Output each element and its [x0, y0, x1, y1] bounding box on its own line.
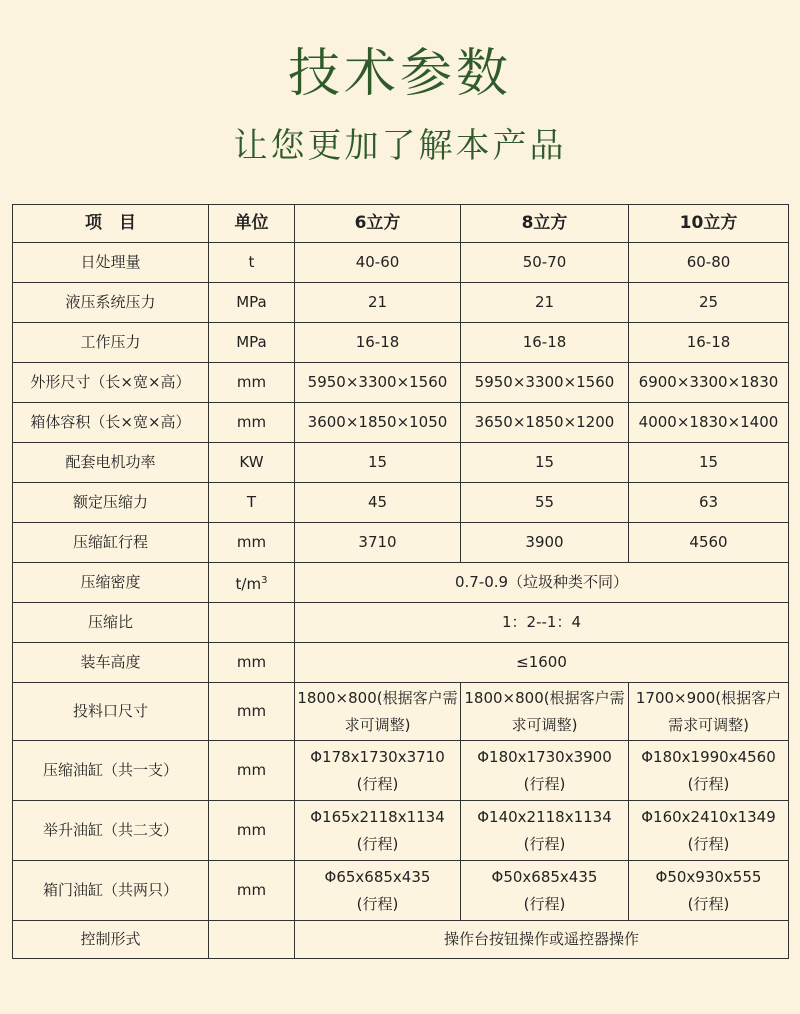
- unit-superscript: 3: [261, 575, 268, 586]
- row-value-6m3: 40-60: [295, 243, 461, 283]
- table-row: [13, 443, 789, 483]
- row-item: 装车高度: [13, 643, 209, 683]
- cylinder-spec: Φ50x930x555: [655, 867, 762, 886]
- row-item: 外形尺寸（长×宽×高）: [13, 363, 209, 403]
- row-value-8m3: [461, 861, 629, 921]
- header-8m3: 8立方: [461, 205, 629, 243]
- row-unit: MPa: [209, 283, 295, 323]
- stroke-note: (行程): [687, 774, 730, 793]
- table-row: [13, 683, 789, 741]
- row-value-10m3: 25: [629, 283, 789, 323]
- row-value-8m3: 15: [461, 443, 629, 483]
- row-item: 日处理量: [13, 243, 209, 283]
- row-unit: mm: [209, 643, 295, 683]
- row-merged-value: 0.7-0.9（垃圾种类不同）: [295, 563, 789, 603]
- cylinder-spec: Φ180x1990x4560: [641, 747, 776, 766]
- row-value-8m3: 55: [461, 483, 629, 523]
- row-item: 压缩比: [13, 603, 209, 643]
- spec-table: [12, 204, 789, 959]
- table-row: [13, 801, 789, 861]
- cylinder-spec: Φ165x2118x1134: [310, 807, 445, 826]
- row-value-6m3: 45: [295, 483, 461, 523]
- row-unit: mm: [209, 801, 295, 861]
- row-value-6m3: 16-18: [295, 323, 461, 363]
- cylinder-spec: Φ160x2410x1349: [641, 807, 776, 826]
- cylinder-spec: Φ140x2118x1134: [477, 807, 612, 826]
- row-value-6m3: 1800×800(根据客户需求可调整): [295, 683, 461, 741]
- cylinder-spec: Φ50x685x435: [491, 867, 598, 886]
- cylinder-spec: Φ180x1730x3900: [477, 747, 612, 766]
- row-value-8m3: 3900: [461, 523, 629, 563]
- row-unit: T: [209, 483, 295, 523]
- table-row: [13, 861, 789, 921]
- table-row: [13, 283, 789, 323]
- row-value-6m3: 21: [295, 283, 461, 323]
- row-merged-value: 1：2--1：4: [295, 603, 789, 643]
- page-subtitle: 让您更加了解本产品: [233, 126, 567, 166]
- row-unit: t: [209, 243, 295, 283]
- stroke-note: (行程): [356, 894, 399, 913]
- row-item: 压缩缸行程: [13, 523, 209, 563]
- table-row: [13, 243, 789, 283]
- row-item: 举升油缸（共二支）: [13, 801, 209, 861]
- table-row: [13, 523, 789, 563]
- row-unit: mm: [209, 363, 295, 403]
- header-unit: 单位: [209, 205, 295, 243]
- row-value-8m3: 16-18: [461, 323, 629, 363]
- row-value-6m3: 15: [295, 443, 461, 483]
- row-unit: mm: [209, 741, 295, 801]
- table-row: [13, 403, 789, 443]
- row-item: 箱体容积（长×宽×高）: [13, 403, 209, 443]
- row-value-10m3: [629, 861, 789, 921]
- row-value-8m3: [461, 801, 629, 861]
- row-unit: [209, 603, 295, 643]
- row-value-6m3: 3710: [295, 523, 461, 563]
- row-value-8m3: 3650×1850×1200: [461, 403, 629, 443]
- stroke-note: (行程): [687, 894, 730, 913]
- cylinder-spec: Φ178x1730x3710: [310, 747, 445, 766]
- row-value-6m3: 5950×3300×1560: [295, 363, 461, 403]
- row-value-6m3: [295, 741, 461, 801]
- row-value-6m3: 3600×1850×1050: [295, 403, 461, 443]
- row-value-10m3: 60-80: [629, 243, 789, 283]
- row-item: 液压系统压力: [13, 283, 209, 323]
- row-unit: KW: [209, 443, 295, 483]
- cylinder-spec: Φ65x685x435: [324, 867, 431, 886]
- stroke-note: (行程): [356, 774, 399, 793]
- row-unit: mm: [209, 861, 295, 921]
- table-header-row: [13, 205, 789, 243]
- table-row: [13, 921, 789, 959]
- row-value-6m3: [295, 801, 461, 861]
- row-merged-value: 操作台按钮操作或遥控器操作: [295, 921, 789, 959]
- row-value-10m3: 63: [629, 483, 789, 523]
- row-value-10m3: 4560: [629, 523, 789, 563]
- row-item: 配套电机功率: [13, 443, 209, 483]
- stroke-note: (行程): [523, 774, 566, 793]
- row-value-8m3: [461, 741, 629, 801]
- row-value-10m3: [629, 801, 789, 861]
- table-row: [13, 563, 789, 603]
- row-unit: mm: [209, 523, 295, 563]
- header-item: 项 目: [13, 205, 209, 243]
- row-value-10m3: 6900×3300×1830: [629, 363, 789, 403]
- stroke-note: (行程): [523, 894, 566, 913]
- stroke-note: (行程): [687, 834, 730, 853]
- row-value-10m3: 16-18: [629, 323, 789, 363]
- row-value-8m3: 1800×800(根据客户需求可调整): [461, 683, 629, 741]
- row-value-10m3: 4000×1830×1400: [629, 403, 789, 443]
- table-row: [13, 643, 789, 683]
- row-item: 压缩密度: [13, 563, 209, 603]
- header-10m3: 10立方: [629, 205, 789, 243]
- row-value-10m3: 15: [629, 443, 789, 483]
- table-row: [13, 603, 789, 643]
- row-unit: [209, 921, 295, 959]
- table-row: [13, 741, 789, 801]
- row-unit: mm: [209, 403, 295, 443]
- unit-base: t/m: [235, 575, 262, 593]
- row-value-8m3: 21: [461, 283, 629, 323]
- row-value-8m3: 50-70: [461, 243, 629, 283]
- table-row: [13, 363, 789, 403]
- row-value-8m3: 5950×3300×1560: [461, 363, 629, 403]
- row-item: 箱门油缸（共两只）: [13, 861, 209, 921]
- row-item: 压缩油缸（共一支）: [13, 741, 209, 801]
- row-item: 额定压缩力: [13, 483, 209, 523]
- stroke-note: (行程): [356, 834, 399, 853]
- header-6m3: 6立方: [295, 205, 461, 243]
- stroke-note: (行程): [523, 834, 566, 853]
- page-title: 技术参数: [287, 44, 512, 104]
- table-row: [13, 323, 789, 363]
- row-unit: [209, 563, 295, 603]
- row-item: 投料口尺寸: [13, 683, 209, 741]
- row-merged-value: ≤1600: [295, 643, 789, 683]
- row-value-10m3: 1700×900(根据客户需求可调整): [629, 683, 789, 741]
- row-unit: MPa: [209, 323, 295, 363]
- row-item: 控制形式: [13, 921, 209, 959]
- row-value-6m3: [295, 861, 461, 921]
- row-unit: mm: [209, 683, 295, 741]
- row-value-10m3: [629, 741, 789, 801]
- row-item: 工作压力: [13, 323, 209, 363]
- table-row: [13, 483, 789, 523]
